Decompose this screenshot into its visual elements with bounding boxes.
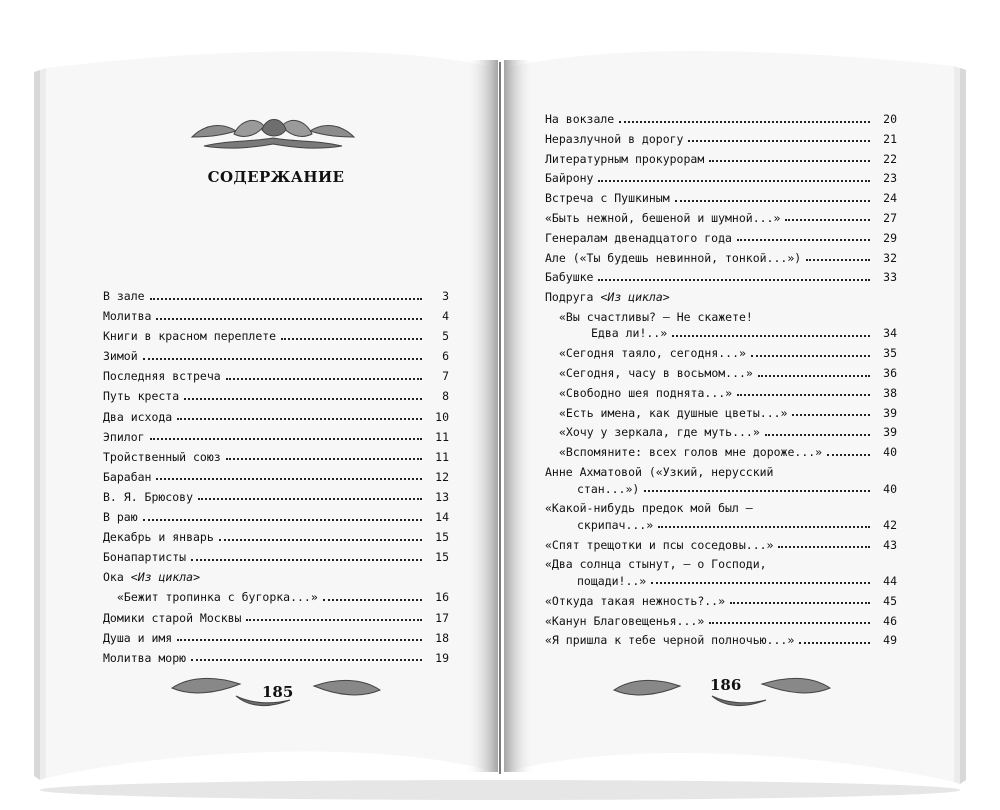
toc-page-number: 5 (442, 329, 449, 344)
toc-leader-dots (598, 279, 870, 281)
toc-entry-line2-row (559, 328, 897, 340)
toc-leader-dots (143, 358, 422, 360)
toc-entry[interactable] (545, 368, 897, 380)
toc-entry[interactable] (103, 592, 449, 604)
toc-entry-title: Последняя встреча (103, 369, 221, 384)
toc-entry-title: «Я пришла к тебе черной полночью...» (545, 633, 795, 648)
toc-page-number: 21 (883, 131, 897, 146)
toc-page-number: 11 (435, 449, 449, 464)
toc-leader-dots (709, 622, 870, 624)
toc-leader-dots (177, 639, 422, 641)
toc-page-number: 11 (435, 429, 449, 444)
toc-entry[interactable] (545, 173, 897, 185)
toc-entry-title: Але («Ты будешь невинной, тонкой...») (545, 250, 802, 265)
toc-entry[interactable] (103, 449, 449, 464)
toc-page-number: 44 (883, 573, 897, 588)
toc-entry-title: «Хочу у зеркала, где муть...» (559, 425, 760, 440)
toc-page-number: 10 (435, 409, 449, 424)
toc-entry[interactable] (545, 230, 897, 245)
toc-entry[interactable] (545, 151, 897, 166)
toc-entry-title-line2: Едва ли!..» (591, 326, 668, 341)
toc-page-number: 33 (883, 270, 897, 285)
toc-entry[interactable] (103, 512, 449, 524)
toc-entry-title-line1: «Вы счастливы? — Не скажете! (559, 309, 753, 324)
toc-entry-title: «Сегодня таяло, сегодня...» (559, 346, 746, 361)
toc-entry-title: Путь креста (103, 389, 180, 404)
toc-page-number: 29 (883, 230, 897, 245)
toc-leader-dots (799, 642, 870, 644)
toc-entry[interactable] (103, 311, 449, 323)
toc-page-number: 39 (883, 405, 897, 420)
toc-entry[interactable] (103, 391, 449, 403)
toc-entry[interactable] (103, 409, 449, 424)
toc-entry-lines (545, 559, 897, 587)
toc-page-number: 40 (883, 481, 897, 496)
toc-entry-title: Молитва морю (103, 650, 187, 665)
toc-entry-title: «Бежит тропинка с бугорка...» (117, 590, 318, 605)
toc-leader-dots (191, 559, 422, 561)
toc-page-number: 17 (435, 610, 449, 625)
toc-entry[interactable] (545, 405, 897, 420)
toc-entry[interactable] (103, 291, 449, 303)
toc-entry[interactable] (545, 193, 897, 205)
toc-entry-title: Эпилог (103, 429, 145, 444)
toc-leader-dots (619, 121, 870, 123)
toc-page-number: 40 (883, 445, 897, 460)
toc-entry[interactable] (545, 537, 897, 552)
toc-entry[interactable] (545, 613, 897, 628)
toc-entry-title: «Свободно шея поднята...» (559, 385, 733, 400)
toc-page-number: 7 (442, 369, 449, 384)
toc-entry[interactable] (545, 114, 897, 126)
toc-page-number: 45 (883, 593, 897, 608)
toc-leader-dots (651, 582, 870, 584)
toc-entry-title: «Откуда такая нежность?..» (545, 593, 726, 608)
toc-entry-lines (545, 467, 897, 495)
toc-leader-dots (177, 418, 422, 420)
toc-page-number: 6 (442, 349, 449, 364)
toc-entry[interactable] (545, 309, 897, 341)
toc-entry-title-line1: «Два солнца стынут, — о Господи, (545, 557, 767, 572)
toc-leader-dots (730, 602, 870, 604)
toc-entry[interactable] (545, 348, 897, 360)
toc-entry[interactable] (103, 351, 449, 363)
toc-entry-title: Байрону (545, 171, 594, 186)
toc-cycle-note: <Из цикла> (600, 290, 670, 305)
toc-leader-dots (792, 414, 870, 416)
toc-entry[interactable] (545, 272, 897, 284)
toc-leader-dots (323, 599, 422, 601)
toc-page-number: 19 (435, 650, 449, 665)
toc-leader-dots (150, 438, 422, 440)
toc-entry-title-line2: стан...») (577, 481, 640, 496)
toc-leader-dots (198, 498, 422, 500)
toc-leader-dots (246, 619, 422, 621)
toc-leader-dots (150, 298, 422, 300)
toc-leader-dots (281, 338, 422, 340)
toc-entry-title: Бонапартисты (103, 550, 187, 565)
toc-leader-dots (778, 546, 870, 548)
toc-entry-title: Молитва (103, 309, 152, 324)
toc-entry-title: Душа и имя (103, 630, 173, 645)
toc-entry[interactable] (103, 552, 449, 564)
right-toc (545, 114, 897, 655)
toc-entry[interactable] (545, 635, 897, 647)
toc-entry-title: «Канун Благовещенья...» (545, 613, 705, 628)
toc-leader-dots (737, 394, 870, 396)
toc-leader-dots (751, 355, 870, 357)
toc-page-number: 3 (442, 289, 449, 303)
toc-leader-dots (806, 259, 870, 261)
toc-cycle-title: Подруга (545, 290, 594, 305)
toc-leader-dots (156, 478, 422, 480)
toc-entry-title: Декабрь и январь (103, 530, 214, 545)
toc-cycle-header (545, 292, 897, 304)
toc-entry[interactable] (103, 532, 449, 544)
toc-entry-title: «Сегодня, часу в восьмом...» (559, 366, 753, 381)
toc-page-number: 43 (883, 537, 897, 552)
toc-entry-title: Бабушке (545, 270, 594, 285)
toc-entry-title: Домики старой Москвы (103, 610, 242, 625)
toc-leader-dots (672, 335, 870, 337)
toc-entry[interactable] (545, 385, 897, 400)
toc-entry-title: В раю (103, 510, 138, 525)
toc-entry[interactable] (545, 593, 897, 608)
toc-page-number: 24 (883, 191, 897, 206)
toc-entry[interactable] (103, 429, 449, 444)
toc-page-number: 4 (442, 309, 449, 324)
page-number-right: 186 (710, 676, 742, 694)
toc-entry-line2-row (545, 481, 897, 496)
toc-entry[interactable] (103, 489, 449, 504)
toc-entry-line2-row (545, 517, 897, 532)
toc-page-number: 36 (883, 366, 897, 381)
toc-entry-title: «Вспомяните: всех голов мне дороже...» (559, 445, 823, 460)
toc-page-number: 35 (883, 346, 897, 361)
toc-leader-dots (184, 398, 422, 400)
toc-entry[interactable] (545, 559, 897, 587)
toc-entry-title: Тройственный союз (103, 449, 221, 464)
toc-page-number: 16 (435, 590, 449, 605)
toc-leader-dots (644, 490, 870, 492)
toc-entry[interactable] (103, 469, 449, 484)
toc-entry[interactable] (545, 447, 897, 459)
toc-leader-dots (226, 378, 422, 380)
toc-entry[interactable] (545, 250, 897, 265)
toc-entry-title: Барабан (103, 469, 152, 484)
toc-page-number: 38 (883, 385, 897, 400)
toc-entry-title: Зимой (103, 349, 138, 364)
toc-page-number: 15 (435, 530, 449, 545)
toc-leader-dots (598, 180, 870, 182)
toc-leader-dots (785, 219, 870, 221)
toc-entry-title-line2: пощади!..» (577, 573, 647, 588)
toc-entry-title: «Спят трещотки и псы соседовы...» (545, 537, 774, 552)
toc-entry[interactable] (545, 131, 897, 146)
toc-entry-title: Генералам двенадцатого года (545, 230, 732, 245)
toc-entry[interactable] (103, 630, 449, 645)
toc-leader-dots (709, 160, 870, 162)
toc-page-number: 27 (883, 210, 897, 225)
toc-cycle-title: Ока (103, 570, 124, 585)
toc-leader-dots (737, 239, 870, 241)
toc-page-number: 18 (435, 630, 449, 645)
toc-entry-title-line1: Анне Ахматовой («Узкий, нерусский (545, 465, 774, 480)
toc-entry-title: «Есть имена, как душные цветы...» (559, 405, 788, 420)
toc-entry-title: В. Я. Брюсову (103, 489, 194, 504)
toc-page-number: 22 (883, 151, 897, 166)
toc-entry[interactable] (545, 467, 897, 495)
toc-page-number: 34 (883, 326, 897, 341)
toc-leader-dots (156, 318, 422, 320)
toc-entry-lines (559, 309, 897, 341)
toc-entry-title: Два исхода (103, 409, 173, 424)
toc-page-number: 42 (883, 517, 897, 532)
toc-leader-dots (765, 434, 870, 436)
toc-page-number: 49 (883, 633, 897, 648)
toc-leader-dots (688, 140, 870, 142)
toc-leader-dots (191, 659, 422, 661)
page-number-left: 185 (262, 683, 294, 701)
toc-entry[interactable] (545, 210, 897, 225)
toc-entry-lines (545, 503, 897, 531)
toc-leader-dots (827, 454, 870, 456)
toc-leader-dots (226, 458, 422, 460)
toc-leader-dots (675, 200, 870, 202)
toc-page-number: 23 (883, 171, 897, 186)
toc-entry-title: Книги в красном переплете (103, 329, 277, 344)
toc-leader-dots (219, 539, 422, 541)
toc-entry-title-line1: «Какой-нибудь предок мой был — (545, 501, 753, 516)
toc-page-number: 46 (883, 613, 897, 628)
toc-entry-title: В зале (103, 289, 145, 303)
toc-entry-title: На вокзале (545, 112, 615, 126)
toc-entry-title: Литературным прокурорам (545, 151, 705, 166)
toc-entry-line2-row (545, 573, 897, 588)
toc-leader-dots (758, 375, 870, 377)
toc-entry-title-line2: скрипач...» (577, 517, 654, 532)
toc-entry[interactable] (103, 650, 449, 665)
toc-entry-title: Встреча с Пушкиным (545, 191, 670, 206)
toc-cycle-note: <Из цикла> (130, 570, 201, 585)
toc-cycle-header (103, 572, 449, 584)
toc-entry[interactable] (103, 331, 449, 343)
left-toc (103, 291, 449, 673)
toc-leader-dots (143, 519, 422, 521)
contents-heading: СОДЕРЖАНИЕ (207, 168, 345, 186)
toc-entry[interactable] (545, 503, 897, 531)
toc-page-number: 15 (435, 550, 449, 565)
toc-entry[interactable] (545, 427, 897, 439)
toc-page-number: 32 (883, 250, 897, 265)
toc-entry[interactable] (103, 371, 449, 383)
toc-entry-title: «Быть нежной, бешеной и шумной...» (545, 210, 781, 225)
toc-page-number: 14 (435, 510, 449, 525)
toc-page-number: 12 (435, 469, 449, 484)
toc-entry[interactable] (103, 610, 449, 625)
toc-page-number: 20 (883, 112, 897, 126)
toc-page-number: 39 (883, 425, 897, 440)
toc-entry-title: Неразлучной в дорогу (545, 131, 684, 146)
toc-leader-dots (658, 526, 870, 528)
toc-page-number: 13 (435, 489, 449, 504)
toc-page-number: 8 (442, 389, 449, 404)
